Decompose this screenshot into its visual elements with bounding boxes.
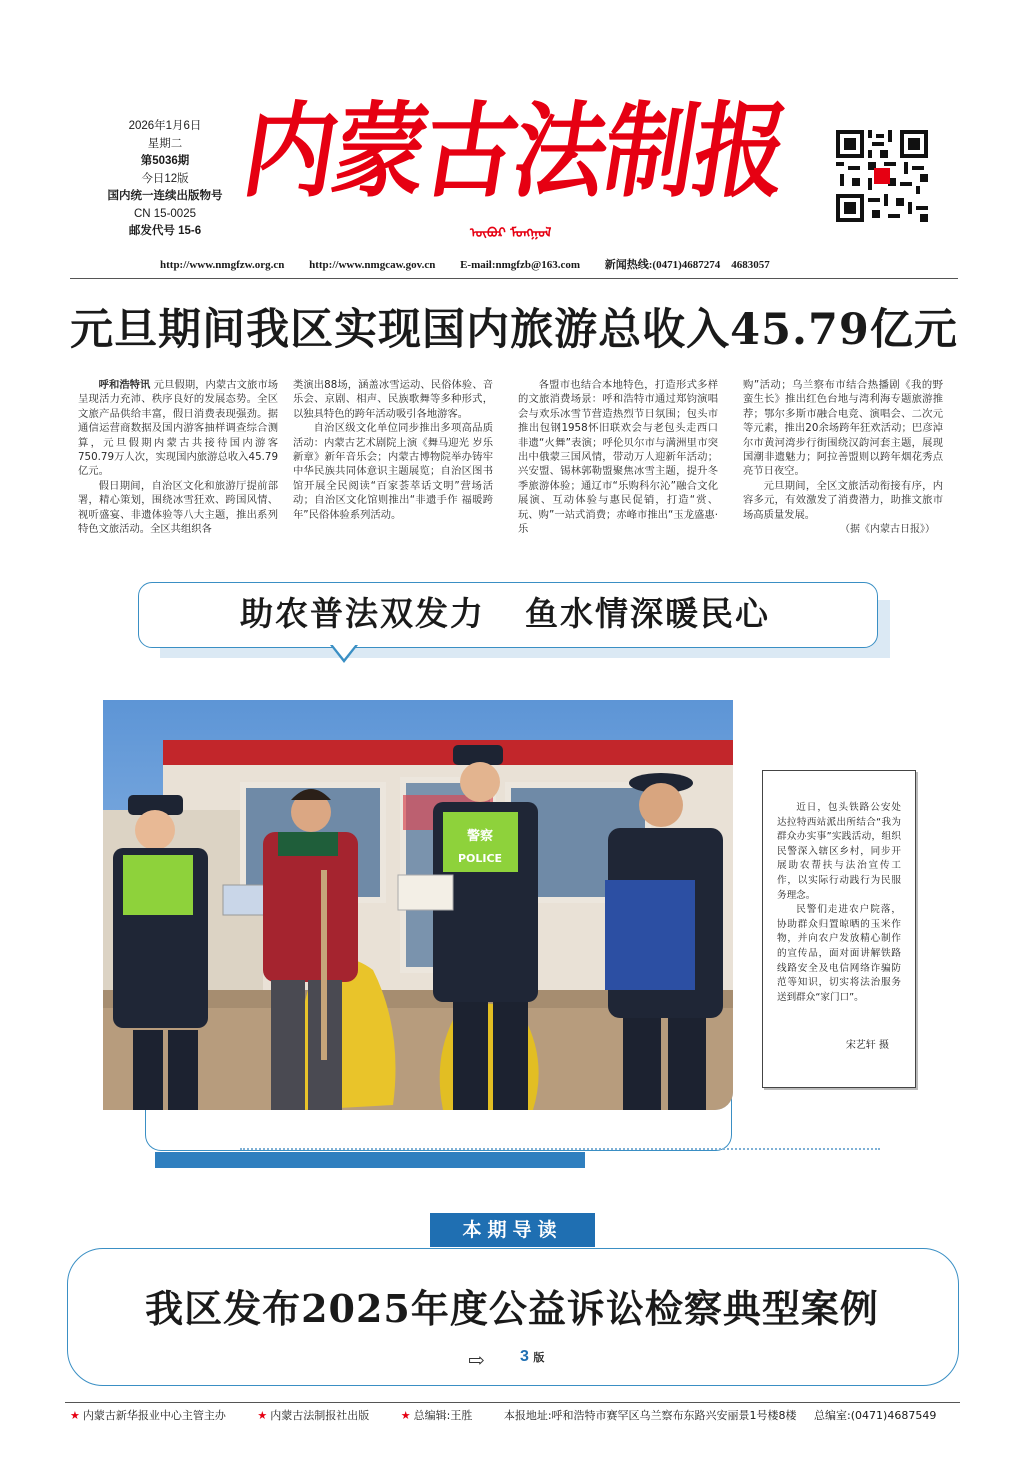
footer (70, 1407, 960, 1423)
article-paragraph: 类演出88场，涵盖冰雪运动、民俗体验、音乐会、京剧、相声、民族歌舞等多种形式，以独具特色的跨年活动吸引各地游客。 (293, 379, 493, 420)
footer-publisher: 内蒙古法制报社出版 (270, 1409, 370, 1422)
issue-date: 2026年1月6日 (128, 120, 202, 132)
issue-weekday: 星期二 (147, 137, 183, 150)
website-link-2[interactable]: http://www.nmgcaw.gov.cn (309, 259, 436, 271)
website-link-1[interactable]: http://www.nmgfzw.org.cn (160, 259, 285, 271)
postal-code: 邮发代号 15-6 (128, 225, 202, 237)
photo-caption-box (762, 770, 916, 1088)
article-column-4 (743, 378, 943, 522)
footer-chief-editor: 总编辑:王胜 (413, 1409, 473, 1422)
arrow-right-icon: ⇨ (468, 1348, 485, 1372)
feature-title-part-1: 助农普法双发力 (240, 594, 485, 633)
guide-page-number: 3 (520, 1348, 529, 1365)
article-byline: 呼和浩特讯 (98, 379, 151, 391)
article-column-1 (78, 378, 278, 536)
footer-address: 本报地址:呼和浩特市赛罕区乌兰察布东路兴安丽景1号楼8楼 (503, 1409, 797, 1422)
article-column-3 (518, 378, 718, 536)
caption-paragraph: 民警们走进农户院落，协助群众归置晾晒的玉米作物，并向农户发放精心制作的宣传品，面对面讲解铁路线路安全及电信网络诈骗防范等知识，切实将法治服务送到群众“家门口”。 (777, 904, 901, 1003)
caption-paragraph: 近日，包头铁路公安处达拉特西站派出所结合“我为群众办实事”实践活动，组织民警深入辖区乡村，同步开展助农帮扶与法治宣传工作，以实际行动践行为民服务理念。 (777, 802, 901, 901)
dotted-divider (240, 1148, 880, 1150)
star-icon: ★ (70, 1409, 80, 1422)
vest-badge-text: 警察 (466, 829, 494, 844)
article-source: （据《内蒙古日报》） (840, 524, 935, 535)
email-link[interactable]: E-mail:nmgfzb@163.com (460, 259, 580, 271)
vest-police-text: POLICE (457, 852, 503, 865)
footer-sponsor: 内蒙古新华报业中心主管主办 (82, 1409, 226, 1422)
edition-count: 今日12版 (141, 172, 189, 185)
accent-bar (155, 1152, 585, 1168)
serial-label: 国内统一连续出版物号 (107, 190, 223, 202)
guide-headline[interactable]: 我区发布2025年度公益诉讼检察典型案例 (145, 1286, 879, 1331)
article-column-2 (293, 378, 493, 522)
lead-article-body (78, 378, 958, 538)
article-paragraph: 元旦期间，全区文旅活动衔接有序，内容多元，有效激发了消费潜力，助推文旅市场高质量发展。 (743, 479, 943, 521)
logo-mongolian-script: ᠥᠪᠦᠷ ᠮᠣᠩᠭᠣᠯ (470, 226, 552, 241)
footer-office-phone: 总编室:(0471)4687549 (814, 1409, 937, 1422)
newspaper-logo: 内蒙古法制报 (235, 90, 795, 212)
article-paragraph: 各盟市也结合本地特色，打造形式多样的文旅消费场景：呼和浩特市通过郑钧演唱会与欢乐冰雪节营造热烈节日氛围；包头市推出包钢1958怀旧联欢会与老包头走西口非遗“火舞”表演；呼伦贝尔市与满洲里市突出中俄蒙三国风情，带动万人迎新年活动；兴安盟、锡林郭勒盟聚焦冰雪主题，提升冬季旅游体验；通辽市“乐购科尔沁”融合文化展演、互动体验与惠民促销，打造“赏、玩、购”一站式消费；赤峰市推出“玉龙盛惠·乐 (518, 379, 718, 536)
guide-page-link[interactable] (520, 1348, 544, 1366)
photo-caption (763, 771, 915, 1005)
photo-illustration (103, 700, 733, 1110)
star-icon: ★ (257, 1409, 268, 1422)
article-paragraph: 假日期间，自治区文化和旅游厅提前部署，精心策划，围绕冰雪狂欢、跨国风情、视听盛宴、非遗体验等八大主题，推出系列特色文旅活动。全区共组织各 (78, 479, 278, 536)
guide-label: 本期导读 (430, 1213, 595, 1247)
article-paragraph: 元旦假期，内蒙古文旅市场呈现活力充沛、秩序良好的发展态势。全区文旅产品供给丰富，假日消费表现强劲。据通信运营商数据及国内游客抽样调查综合测算，元旦假期内蒙古共接待国内游客750.79万人次，实现国内旅游总收入45.79亿元。 (78, 379, 279, 478)
speech-tail-inner (332, 644, 356, 659)
guide-page-suffix: 版 (533, 1352, 545, 1364)
feature-title[interactable] (140, 588, 870, 635)
footer-divider (65, 1402, 960, 1403)
cn-number: CN 15-0025 (133, 207, 196, 220)
news-hotline: 新闻热线:(0471)4687274 4683057 (604, 259, 770, 271)
photo-credit: 宋艺轩 摄 (845, 1040, 889, 1051)
masthead-divider (70, 278, 958, 279)
feature-title-part-2: 鱼水情深暖民心 (525, 594, 770, 633)
feature-photo[interactable] (103, 700, 733, 1110)
article-paragraph: 自治区级文化单位同步推出多项高品质活动：内蒙古艺术剧院上演《舞马迎光 岁乐新章》新年音乐会；内蒙古博物院举办铸牢中华民族共同体意识主题展览；自治区图书馆开展全民阅读“百家荟萃话文明”营场活动；自治区文化馆则推出“非遗手作 福暖跨年”民俗体验系列活动。 (293, 422, 493, 521)
issue-info (100, 118, 230, 241)
contact-line (160, 256, 880, 272)
qr-code-icon[interactable] (836, 130, 928, 222)
article-paragraph: 购”活动；乌兰察布市结合热播剧《我的野蛮生长》推出红色台地与湾利海专题旅游推荐；鄂尔多斯市融合电竞、演唱会、二次元等元素，推出20余场跨年狂欢活动；巴彦淖尔市黄河湾步行街围绕汉韵河套主题，展现国潮非遗魅力；阿拉善盟则以跨年烟花秀点亮节日夜空。 (743, 379, 943, 478)
lead-headline[interactable]: 元旦期间我区实现国内旅游总收入45.79亿元 (70, 305, 958, 355)
star-icon: ★ (400, 1409, 411, 1422)
issue-number: 第5036期 (140, 155, 190, 167)
